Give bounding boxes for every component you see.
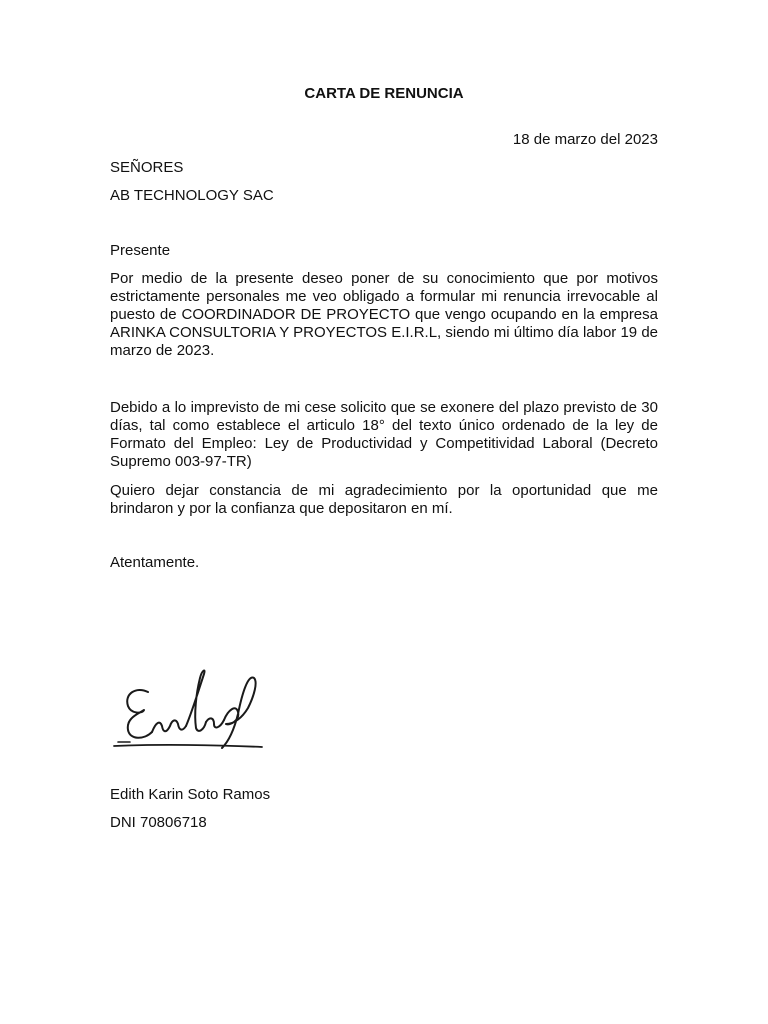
signer-id: DNI 70806718 — [110, 814, 207, 831]
signature-icon — [108, 664, 268, 756]
body-paragraph-2: Debido a lo imprevisto de mi cese solicito que se exonere del plazo previsto de 30 días, tal como establece el articulo 18° del texto único ordenado de la ley de Formato del Empleo: Ley de Productividad y Competitividad Laboral (Decreto Supremo 003-97-TR) — [110, 399, 658, 470]
body-paragraph-3: Quiero dejar constancia de mi agradecimiento por la oportunidad que me brindaron y por la confianza que depositaron en mí. — [110, 482, 658, 517]
body-paragraph-1: Por medio de la presente deseo poner de su conocimiento que por motivos estrictamente personales me veo obligado a formular mi renuncia irrevocable al puesto de COORDINADOR DE PROYECTO que vengo ocupando en la empresa ARINKA CONSULTORIA Y PROYECTOS E.I.R.L, siendo mi último día labor 19 de marzo de 2023. — [110, 270, 659, 359]
signer-name: Edith Karin Soto Ramos — [110, 786, 271, 803]
recipient-line-1: SEÑORES — [110, 159, 184, 176]
letter-date: 18 de marzo del 2023 — [512, 131, 658, 148]
recipient-line-2: AB TECHNOLOGY SAC — [110, 187, 274, 204]
greeting: Presente — [110, 242, 171, 259]
letter-title: CARTA DE RENUNCIA — [304, 85, 464, 102]
closing: Atentamente. — [110, 554, 200, 571]
